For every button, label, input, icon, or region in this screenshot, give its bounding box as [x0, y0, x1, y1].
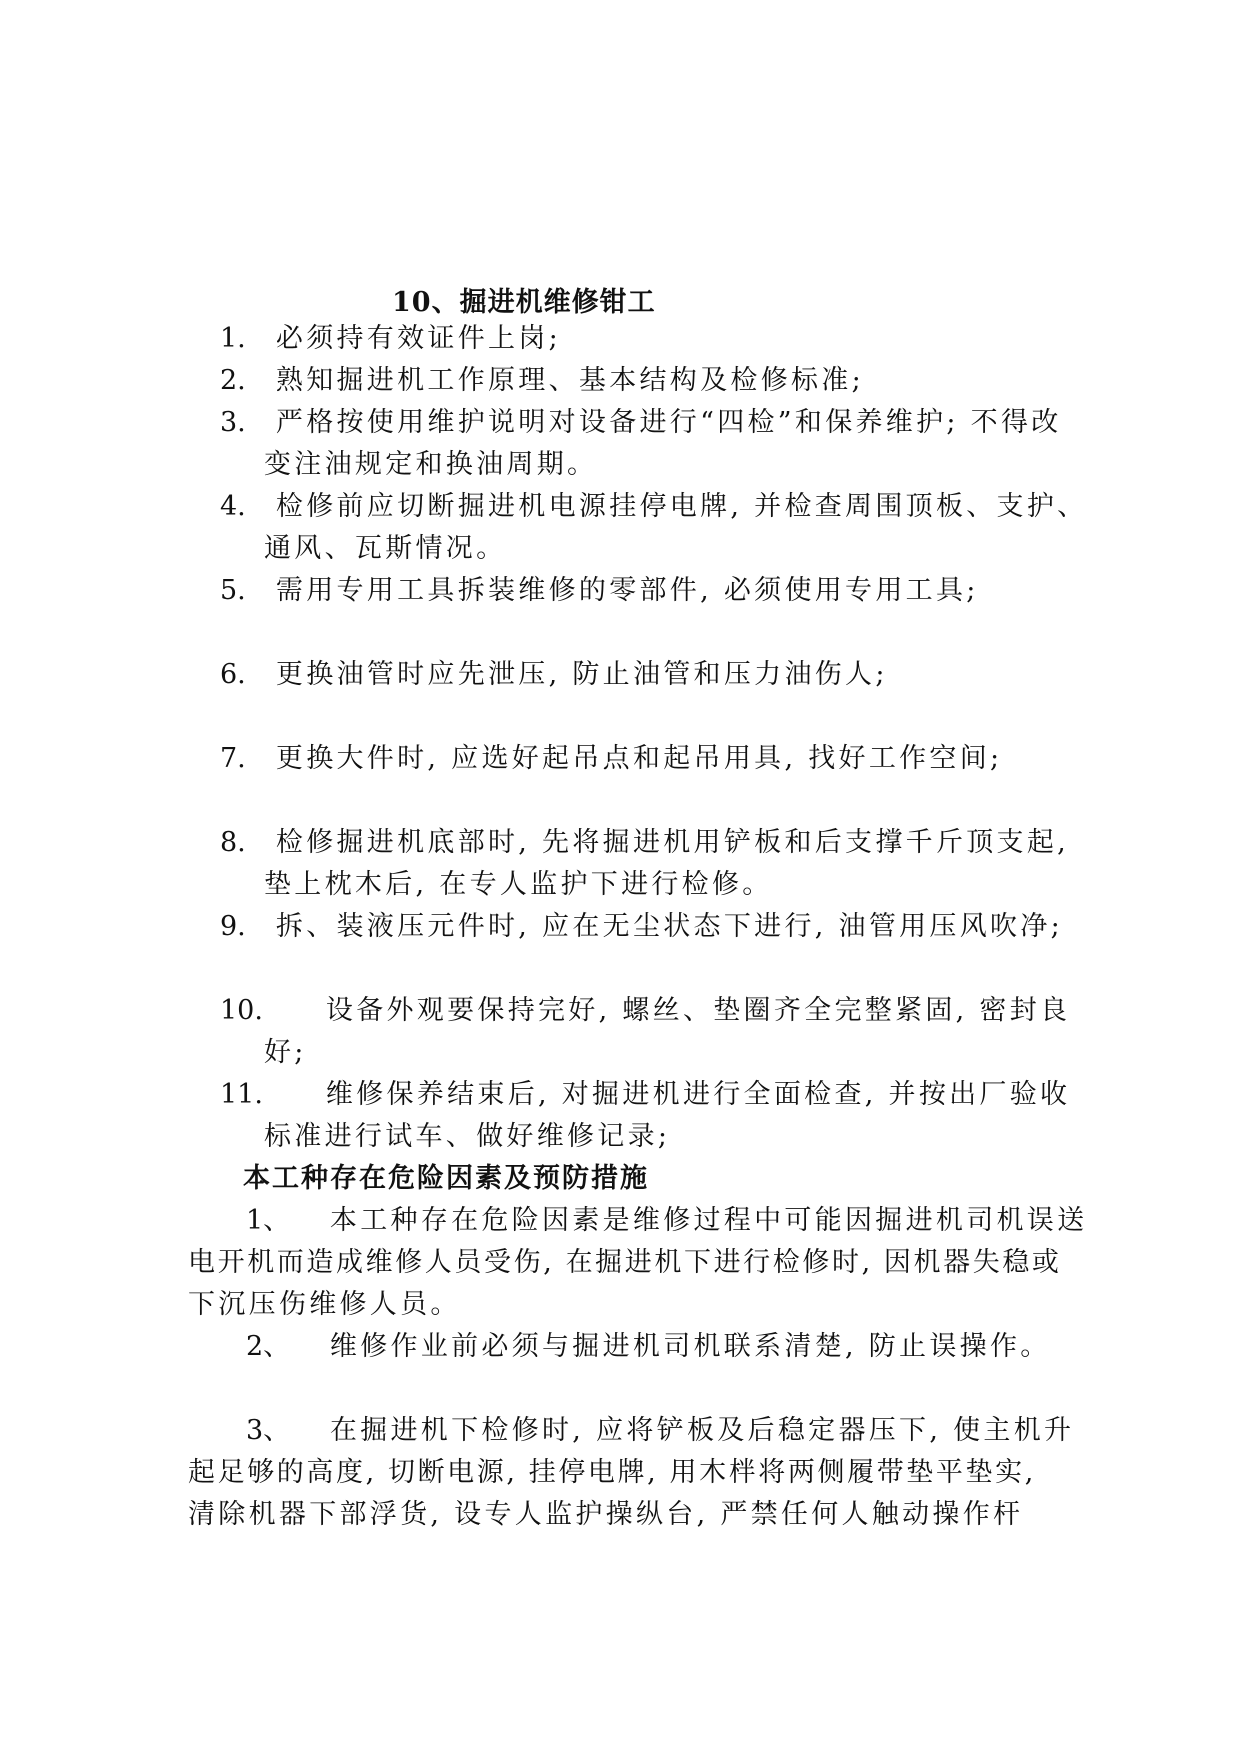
paragraph-number: 1、	[246, 1205, 291, 1236]
list-item	[220, 406, 1062, 440]
paragraph-number: 3、	[246, 1415, 291, 1446]
list-item	[220, 658, 888, 692]
item-number: 5.	[220, 575, 246, 606]
item-text: 检修前应切断掘进机电源挂停电牌, 并检查周围顶板、支护、	[275, 491, 1088, 522]
list-item	[220, 910, 1063, 944]
list-item	[220, 322, 561, 356]
item-number: 4.	[220, 491, 246, 522]
item-number: 9.	[220, 911, 246, 942]
item-text: 检修掘进机底部时, 先将掘进机用铲板和后支撑千斤顶支起,	[275, 827, 1070, 858]
item-text: 拆、装液压元件时, 应在无尘状态下进行, 油管用压风吹净;	[275, 911, 1064, 942]
item-text: 严格按使用维护说明对设备进行“四检”和保养维护; 不得改	[275, 407, 1062, 438]
item-number: 6.	[220, 659, 246, 690]
list-item	[220, 574, 979, 608]
paragraph	[246, 1330, 1051, 1364]
paragraph-text: 本工种存在危险因素是维修过程中可能因掘进机司机误送	[329, 1205, 1088, 1236]
item-number: 3.	[220, 407, 246, 438]
page-title: 10、掘进机维修钳工	[392, 287, 656, 318]
item-text-continued: 通风、瓦斯情况。	[264, 533, 507, 564]
paragraph-text-continued: 起足够的高度, 切断电源, 挂停电牌, 用木柈将两侧履带垫平垫实,	[188, 1457, 1036, 1488]
list-item	[220, 1078, 1070, 1112]
list-item	[220, 364, 864, 398]
item-text: 更换油管时应先泄压, 防止油管和压力油伤人;	[275, 659, 888, 690]
list-item	[220, 826, 1069, 860]
paragraph	[246, 1204, 1087, 1238]
item-text: 需用专用工具拆装维修的零部件, 必须使用专用工具;	[275, 575, 979, 606]
item-number: 8.	[220, 827, 246, 858]
list-item	[220, 490, 1087, 524]
item-number: 11.	[220, 1079, 263, 1110]
item-number: 2.	[220, 365, 246, 396]
item-text-continued: 变注油规定和换油周期。	[264, 449, 598, 480]
item-text-continued: 标准进行试车、做好维修记录;	[264, 1121, 671, 1152]
paragraph-text: 在掘进机下检修时, 应将铲板及后稳定器压下, 使主机升	[329, 1415, 1075, 1446]
item-number: 7.	[220, 743, 246, 774]
paragraph-number: 2、	[246, 1331, 291, 1362]
item-text-continued: 好;	[264, 1037, 307, 1068]
paragraph-text-continued: 下沉压伤维修人员。	[188, 1289, 461, 1320]
item-text: 更换大件时, 应选好起吊点和起吊用具, 找好工作空间;	[275, 743, 1003, 774]
section-title: 本工种存在危险因素及预防措施	[243, 1163, 649, 1194]
item-text: 设备外观要保持完好, 螺丝、垫圈齐全完整紧固, 密封良	[325, 995, 1071, 1026]
paragraph-text: 维修作业前必须与掘进机司机联系清楚, 防止误操作。	[329, 1331, 1051, 1362]
item-text: 维修保养结束后, 对掘进机进行全面检查, 并按出厂验收	[325, 1079, 1071, 1110]
paragraph	[246, 1414, 1074, 1448]
item-number: 1.	[220, 323, 246, 354]
paragraph-text-continued: 电开机而造成维修人员受伤, 在掘进机下进行检修时, 因机器失稳或	[188, 1247, 1062, 1278]
list-item	[220, 994, 1070, 1028]
item-number: 10.	[220, 995, 263, 1026]
item-text-continued: 垫上枕木后, 在专人监护下进行检修。	[264, 869, 773, 900]
item-text: 熟知掘进机工作原理、基本结构及检修标准;	[275, 365, 864, 396]
item-text: 必须持有效证件上岗;	[275, 323, 561, 354]
list-item	[220, 742, 1002, 776]
paragraph-text-continued: 清除机器下部浮货, 设专人监护操纵台, 严禁任何人触动操作杆	[188, 1499, 1024, 1530]
